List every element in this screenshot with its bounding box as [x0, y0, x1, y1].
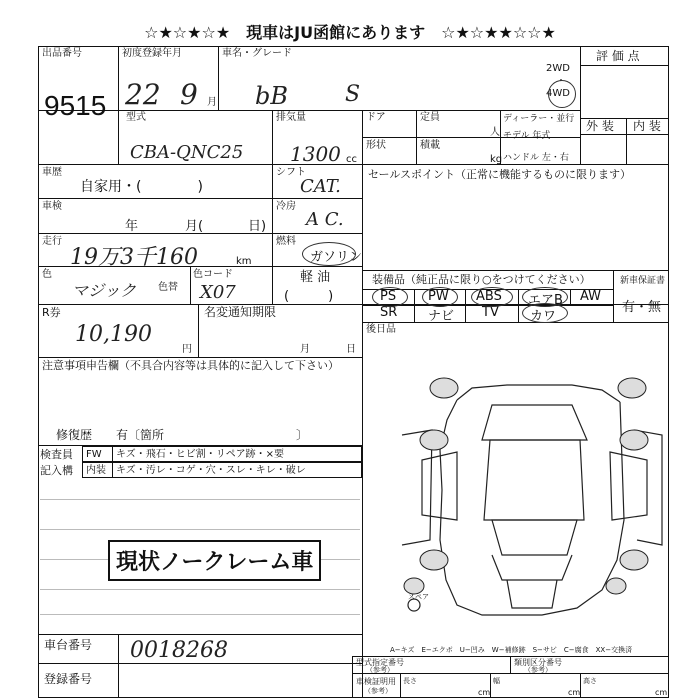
reg-length: 長さ: [403, 677, 417, 685]
mileage-unit: km: [236, 256, 252, 267]
sales-point-label: セールスポイント（正常に機能するものに限ります）: [368, 168, 632, 181]
reg-height: 高さ: [583, 677, 597, 685]
inspector-label-1: 検査員: [40, 448, 73, 461]
car-name-label: 車名・グレード: [222, 48, 292, 59]
chassis-label: 車台番号: [44, 638, 93, 652]
notes-label: 注意事項申告欄（不具合内容等は具体的に記入して下さい）: [42, 359, 339, 372]
equipment-label: 装備品（純正品に限り○をつけてください）: [372, 273, 591, 286]
drive-4wd: 4WD: [546, 88, 570, 99]
equip-pw-circle: [422, 287, 458, 307]
load-label: 積載: [420, 140, 440, 151]
chassis-value: 0018268: [130, 638, 228, 663]
model-value: CBA-QNC25: [130, 142, 244, 163]
drive-2wd: 2WD: [546, 63, 570, 74]
equip-pw: PW: [428, 289, 449, 304]
inspection-year: 年: [125, 219, 139, 234]
lot-number: 9515: [44, 90, 107, 121]
drive-circle: [548, 80, 576, 108]
inspection-month: 月(: [185, 219, 204, 234]
deadline-day: 日: [346, 344, 356, 355]
fuel-circle: [302, 242, 356, 266]
equip-navi: ナビ: [428, 309, 455, 324]
handle-label: ハンドル 左・右: [503, 153, 569, 163]
recycle-unit: 円: [182, 344, 192, 355]
model-cert-label: 型式指定番号: [356, 658, 404, 667]
equip-sr: SR: [380, 305, 398, 320]
cooling-label: 冷房: [276, 201, 296, 212]
dealer-label: ディーラー・並行: [503, 114, 575, 124]
inspection-label: 車検: [42, 201, 62, 212]
capacity-unit: 人: [490, 127, 500, 138]
shape-label: 形状: [366, 140, 386, 151]
mileage-value: 19万3千160: [70, 245, 198, 270]
reg-width-cm: cm: [568, 688, 581, 697]
deadline-label: 名変通知期限: [204, 305, 277, 319]
inspection-day: 日): [248, 219, 267, 234]
int-label: 内 装: [633, 119, 661, 133]
history-label: 車歴: [42, 167, 62, 178]
header-banner: ☆★☆★☆★ 現車はJU函館にあります ☆★☆★★☆☆★: [144, 23, 556, 42]
reg-cert-sub: （参考）: [364, 687, 392, 695]
ext-label: 外 装: [586, 119, 614, 133]
reg-cert-label: 車検証明用: [356, 677, 396, 686]
equip-leather: カワ: [530, 309, 557, 324]
grade-label: 評 価 点: [596, 49, 640, 63]
cc-unit: cc: [346, 154, 357, 165]
color-label: 色: [42, 269, 52, 280]
color-code-label: 色コード: [193, 269, 233, 280]
first-reg-month: 9: [180, 78, 198, 111]
model-label: 型式: [126, 112, 146, 123]
car-grade-value: S: [345, 82, 361, 107]
fw-tag: FW: [86, 449, 102, 460]
recycle-label: R券: [42, 306, 61, 319]
first-reg-label: 初度登録年月: [122, 48, 182, 59]
warranty-label: 新車保証書: [620, 276, 666, 286]
first-reg-year: 22: [125, 78, 161, 111]
equip-tv: TV: [482, 305, 499, 320]
model-year-label: モデル 年式: [503, 131, 551, 141]
rear-seat-label: 後日品: [366, 324, 396, 335]
month-unit: 月: [207, 97, 217, 108]
displacement-value: 1300: [290, 142, 341, 166]
reg-width: 幅: [493, 677, 500, 685]
car-name-value: bB: [255, 82, 288, 110]
cooling-value: A C.: [306, 209, 344, 230]
drive-dot: ・: [556, 76, 566, 87]
equip-ps-circle: [372, 287, 408, 307]
load-unit: kg: [490, 154, 503, 165]
warranty-value: 有・無: [622, 300, 662, 315]
equip-airbag: エアB: [528, 293, 563, 308]
shift-value: CAT.: [300, 176, 341, 197]
inspector-label-2: 記入構: [40, 464, 73, 477]
fuel-diesel: 軽 油: [300, 270, 331, 285]
history-value: 自家用・( ): [80, 179, 203, 195]
damage-legend: A−キズ E−エクボ U−凹み W−補修跡 S−サビ C−腐食 XX−交換済: [390, 646, 633, 654]
capacity-label: 定員: [420, 112, 440, 123]
equip-abs-circle: [471, 287, 513, 307]
equip-abs: ABS: [476, 289, 502, 304]
reg-length-cm: cm: [478, 688, 491, 697]
reg-height-cm: cm: [655, 688, 668, 697]
mileage-label: 走行: [42, 236, 62, 247]
recycle-value: 10,190: [75, 322, 152, 347]
door-label: ドア: [366, 112, 386, 123]
color-change-label: 色替: [158, 282, 178, 293]
equip-ps: PS: [380, 289, 397, 304]
fuel-paren: ( ): [284, 289, 334, 304]
equip-aw: AW: [580, 289, 602, 304]
model-cert-sub: （参考）: [366, 666, 394, 674]
registration-label: 登録番号: [44, 672, 93, 686]
equip-leather-circle: [522, 303, 568, 323]
deadline-month: 月: [300, 344, 310, 355]
lot-label: 出品番号: [42, 48, 82, 59]
shift-label: シフト: [276, 167, 306, 178]
fw-items: キズ・飛石・ヒビ割・リペア跡・×要: [116, 449, 284, 460]
repair-history: 修復歴 有〔箇所 〕: [56, 428, 309, 442]
fuel-gasoline: ガソリン: [310, 250, 363, 265]
no-claim-stamp: 現状ノークレーム車: [108, 540, 321, 581]
int-tag: 内装: [86, 465, 106, 476]
spare-label: スペア: [408, 593, 429, 601]
fuel-label: 燃料: [276, 236, 296, 247]
class-num-label: 類別区分番号: [514, 658, 562, 667]
class-num-sub: （参考）: [524, 666, 552, 674]
displacement-label: 排気量: [276, 112, 306, 123]
color-code-value: X07: [200, 282, 236, 303]
color-value: マジック: [72, 281, 137, 300]
int-items: キズ・汚レ・コゲ・穴・スレ・キレ・破レ: [116, 465, 306, 476]
